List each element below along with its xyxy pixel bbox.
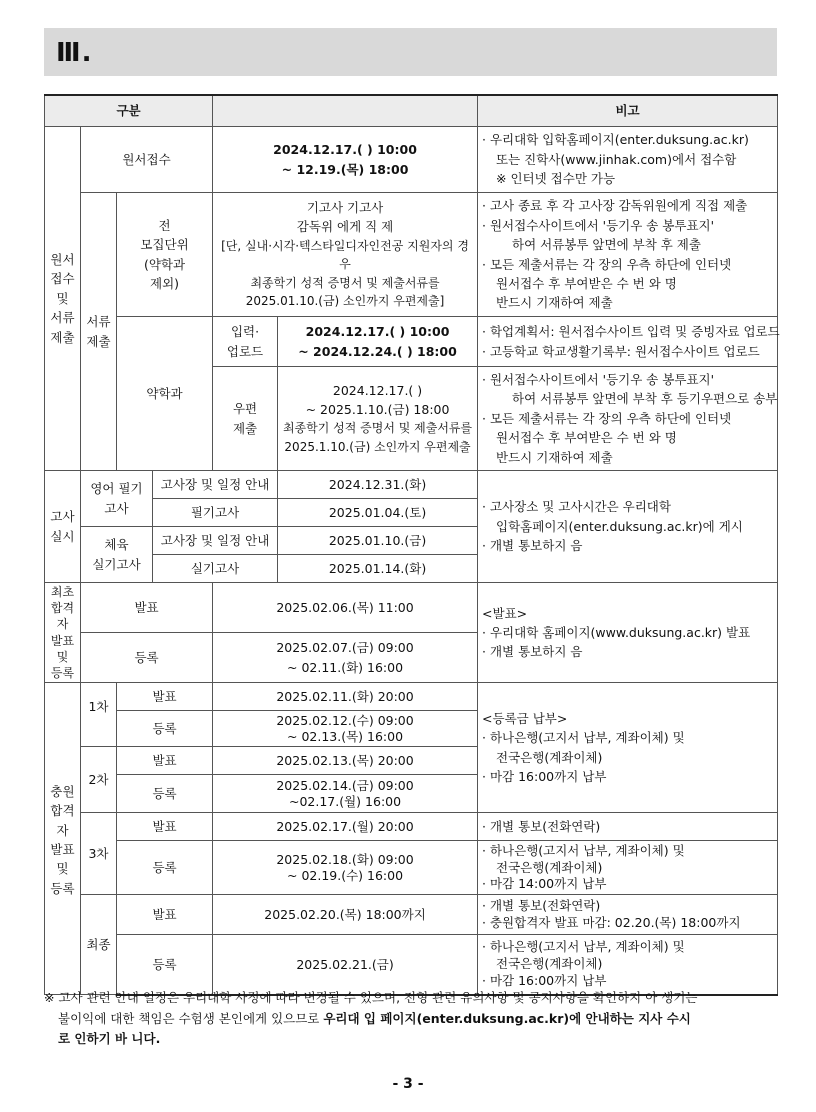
header-bigo: 비고 (478, 95, 778, 127)
exam-row-date: 2025.01.04.(토) (278, 499, 478, 527)
exam-row-label: 실기고사 (153, 555, 278, 583)
extra-announce-date: 2025.02.17.(월) 20:00 (213, 813, 478, 841)
first-register-label: 등록 (81, 633, 213, 683)
page-number: - 3 - (392, 1076, 424, 1092)
first-announce-label: 발표 (81, 583, 213, 633)
group-exam: 고사 실시 (45, 471, 81, 583)
seoryu-label: 서류 제출 (81, 193, 117, 471)
extra-register-date: 2025.02.18.(화) 09:00 ~ 02.19.(수) 16:00 (213, 841, 478, 895)
yak-input-label: 입력· 업로드 (213, 317, 278, 367)
group-extra: 충원 합격자 발표 및 등록 (45, 683, 81, 995)
first-remarks: <발표> · 우리대학 홈페이지(www.duksung.ac.kr) 발표 · 개별 통보하지 음 (478, 583, 778, 683)
extra-announce-date: 2025.02.20.(목) 18:00까지 (213, 895, 478, 935)
extra-register-date: 2025.02.21.(금) (213, 935, 478, 995)
exam-row-label: 고사장 및 일정 안내 (153, 527, 278, 555)
yak-label: 약학과 (117, 317, 213, 471)
extra-register-label: 등록 (117, 711, 213, 747)
yak-mail-date: 2024.12.17.( ) ~ 2025.1.10.(금) 18:00 최종학기 성적 증명서 및 제출서류를 2025.1.10.(금) 소인까지 우편제출 (278, 367, 478, 471)
eng-exam-label: 영어 필기고사 (81, 471, 153, 527)
extra-round-2: 2차 (81, 747, 117, 813)
first-register-date: 2025.02.07.(금) 09:00 ~ 02.11.(화) 16:00 (213, 633, 478, 683)
yak-mail-remarks: · 원서접수사이트에서 '등기우 송 봉투표지' 하여 서류봉투 앞면에 부착 후 등기우편으로 송부 · 모든 제출서류는 각 장의 우측 하단에 인터넷 원서접수 후 부여받은 수 번 와 명 반드시 기재하여 제출 (478, 367, 778, 471)
exam-row-label: 필기고사 (153, 499, 278, 527)
jeon-date: 기고사 기고사 감독위 에게 직 제 [단, 실내·시각·텍스타일디자인전공 지원자의 경우 최종학기 성적 증명서 및 제출서류를 2025.01.10.(금) 소인까지 우편제출] (213, 193, 478, 317)
section-heading: Ⅲ. (44, 28, 777, 76)
exam-row-date: 2024.12.31.(화) (278, 471, 478, 499)
extra-announce-date: 2025.02.13.(목) 20:00 (213, 747, 478, 775)
extra-register-label: 등록 (117, 841, 213, 895)
extra-announce-label: 발표 (117, 747, 213, 775)
header-date (213, 95, 478, 127)
wonseo-remarks: · 우리대학 입학홈페이지(enter.duksung.ac.kr) 또는 진학사(www.jinhak.com)에서 접수함 ※ 인터넷 접수만 가능 (478, 127, 778, 193)
extra-announce-label: 발표 (117, 813, 213, 841)
extra-announce-date: 2025.02.11.(화) 20:00 (213, 683, 478, 711)
jeon-remarks: · 고사 종료 후 각 고사장 감독위원에게 직접 제출 · 원서접수사이트에서 '등기우 송 봉투표지' 하여 서류봉투 앞면에 부착 후 제출 · 모든 제출서류는 각 장의 우측 하단에 인터넷 원서접수 후 부여받은 수 번 와 명 반드시 기재하여 제출 (478, 193, 778, 317)
extra-final-announce-remarks: · 개별 통보(전화연락) · 충원합격자 발표 마감: 02.20.(목) 18:00까지 (478, 895, 778, 935)
footnote: ※ 고사 관련 안내 일정은 우리대학 사정에 따라 변경될 수 있으며, 전형 관련 유의사항 및 공지사항을 확인하지 아 생기는 불이익에 대한 책임은 수험생 본인에게 있으므로 우리대 입 페이지(enter.duksung.ac.kr)에 안내하는 지사 수시 로 인하기 바 니다. (44, 990, 698, 1047)
exam-row-date: 2025.01.10.(금) (278, 527, 478, 555)
extra-round-final: 최종 (81, 895, 117, 995)
extra-register-label: 등록 (117, 775, 213, 813)
extra-final-register-remarks: · 하나은행(고지서 납부, 계좌이체) 및 전국은행(계좌이체) · 마감 16:00까지 납부 (478, 935, 778, 995)
exam-row-date: 2025.01.14.(화) (278, 555, 478, 583)
yak-input-date: 2024.12.17.( ) 10:00 ~ 2024.12.24.( ) 18:00 (278, 317, 478, 367)
extra-round-3: 3차 (81, 813, 117, 895)
extra-register-label: 등록 (117, 935, 213, 995)
yak-mail-label: 우편 제출 (213, 367, 278, 471)
first-announce-date: 2025.02.06.(목) 11:00 (213, 583, 478, 633)
exam-remarks: · 고사장소 및 고사시간은 우리대학 입학홈페이지(enter.duksung.ac.kr)에 게시 · 개별 통보하지 음 (478, 471, 778, 583)
header-gubun: 구분 (45, 95, 213, 127)
exam-row-label: 고사장 및 일정 안내 (153, 471, 278, 499)
group-application: 원서 접수 및 서류 제출 (45, 127, 81, 471)
extra-remarks-12: <등록금 납부> · 하나은행(고지서 납부, 계좌이체) 및 전국은행(계좌이체) · 마감 16:00까지 납부 (478, 683, 778, 813)
pe-exam-label: 체육 실기고사 (81, 527, 153, 583)
extra-round-1: 1차 (81, 683, 117, 747)
yak-input-remarks: · 학업계획서: 원서접수사이트 입력 및 증빙자료 업로드 · 고등학교 학교생활기록부: 원서접수사이트 업로드 (478, 317, 778, 367)
extra-announce-label: 발표 (117, 895, 213, 935)
wonseo-label: 원서접수 (81, 127, 213, 193)
wonseo-date: 2024.12.17.( ) 10:00 ~ 12.19.(목) 18:00 (213, 127, 478, 193)
extra-register-date: 2025.02.12.(수) 09:00 ~ 02.13.(목) 16:00 (213, 711, 478, 747)
group-first: 최초 합격자 발표 및 등록 (45, 583, 81, 683)
extra-register-date: 2025.02.14.(금) 09:00 ~02.17.(월) 16:00 (213, 775, 478, 813)
extra-r3-announce-remark: · 개별 통보(전화연락) (478, 813, 778, 841)
schedule-table (44, 94, 778, 996)
extra-r3-register-remarks: · 하나은행(고지서 납부, 계좌이체) 및 전국은행(계좌이체) · 마감 14:00까지 납부 (478, 841, 778, 895)
jeon-label: 전 모집단위 (약학과 제외) (117, 193, 213, 317)
extra-announce-label: 발표 (117, 683, 213, 711)
